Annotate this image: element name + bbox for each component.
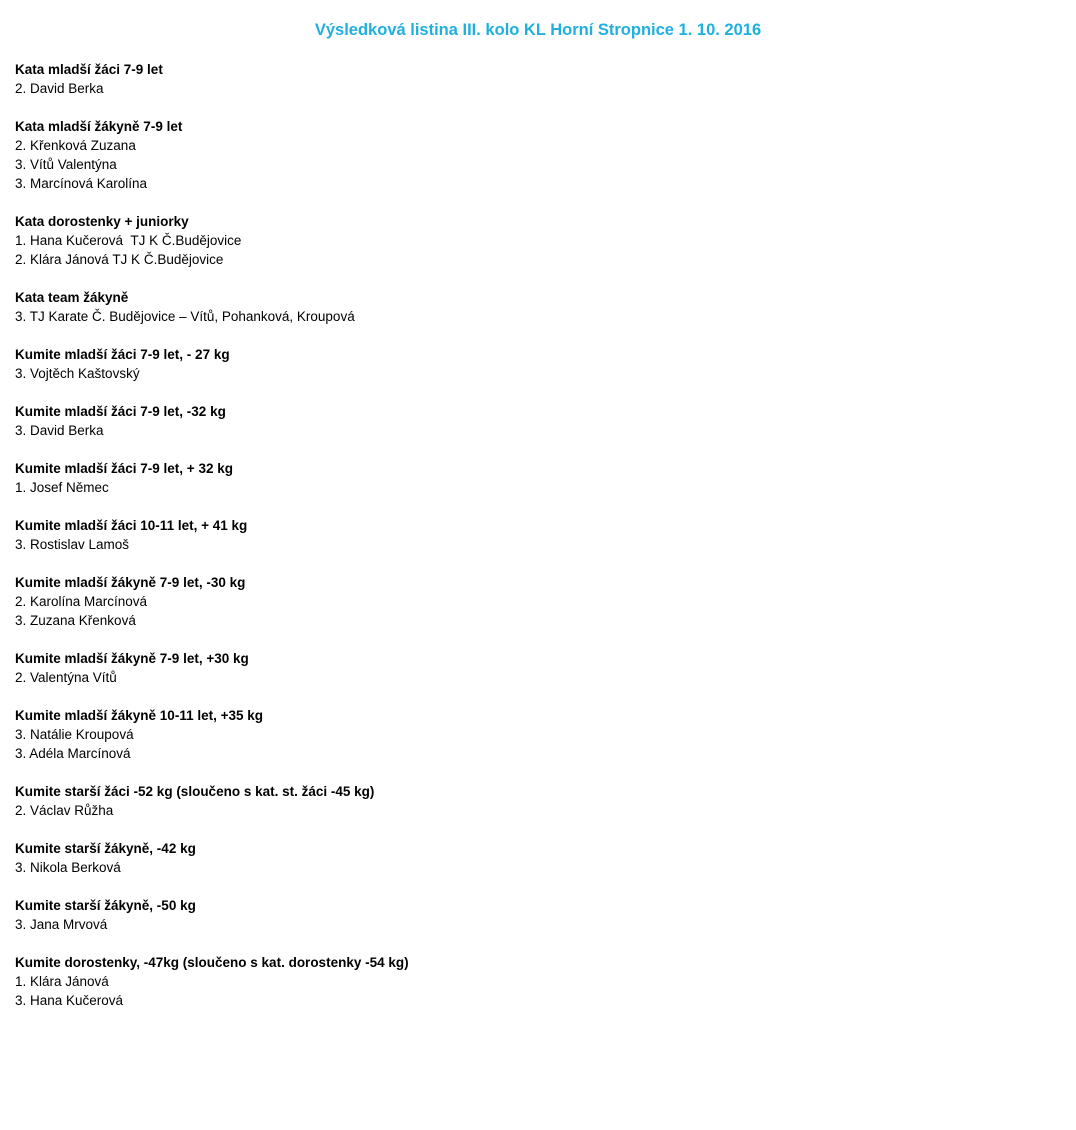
category-section — [15, 459, 1055, 497]
result-entry: 3. Adéla Marcínová — [15, 746, 131, 761]
result-entry: 3. Marcínová Karolína — [15, 176, 148, 191]
category-section — [15, 345, 1055, 383]
category-section — [15, 60, 1055, 98]
category-section — [15, 953, 1055, 1010]
category-title: Kumite mladší žáci 10-11 let, + 41 kg — [15, 518, 248, 533]
category-title: Kumite starší žáci -52 kg (sloučeno s kat. st. žáci -45 kg) — [15, 784, 375, 799]
category-title: Kata mladší žáci 7-9 let — [15, 62, 163, 77]
category-section — [15, 706, 1055, 763]
document-title: Výsledková listina III. kolo KL Horní Stropnice 1. 10. 2016 — [314, 21, 762, 39]
result-entry: 3. Zuzana Křenková — [15, 613, 136, 628]
category-section — [15, 573, 1055, 630]
result-entry: 2. Valentýna Vítů — [15, 670, 117, 685]
category-section — [15, 402, 1055, 440]
category-title: Kumite mladší žáci 7-9 let, + 32 kg — [15, 461, 233, 476]
category-title: Kumite mladší žákyně 7-9 let, -30 kg — [15, 575, 246, 590]
result-entry: 3. Vojtěch Kaštovský — [15, 366, 140, 381]
category-section — [15, 516, 1055, 554]
result-entry: 2. Klára Jánová TJ K Č.Budějovice — [15, 252, 224, 267]
result-entry: 3. David Berka — [15, 423, 104, 438]
category-section — [15, 896, 1055, 934]
category-title: Kumite mladší žáci 7-9 let, -32 kg — [15, 404, 226, 419]
category-title: Kumite dorostenky, -47kg (sloučeno s kat. dorostenky -54 kg) — [15, 955, 409, 970]
category-title: Kumite starší žákyně, -50 kg — [15, 898, 196, 913]
result-entry: 3. Natálie Kroupová — [15, 727, 134, 742]
category-title: Kumite starší žákyně, -42 kg — [15, 841, 196, 856]
result-entry: 3. Jana Mrvová — [15, 917, 108, 932]
results-list — [15, 60, 1055, 1029]
result-entry: 3. Vítů Valentýna — [15, 157, 117, 172]
category-title: Kata mladší žákyně 7-9 let — [15, 119, 183, 134]
result-entry: 2. Karolína Marcínová — [15, 594, 148, 609]
category-title: Kumite mladší žákyně 7-9 let, +30 kg — [15, 651, 249, 666]
category-section — [15, 288, 1055, 326]
category-title: Kata dorostenky + juniorky — [15, 214, 189, 229]
result-entry: 2. David Berka — [15, 81, 104, 96]
category-section — [15, 839, 1055, 877]
result-entry: 3. Rostislav Lamoš — [15, 537, 130, 552]
result-entry: 3. Hana Kučerová — [15, 993, 124, 1008]
result-entry: 3. Nikola Berková — [15, 860, 121, 875]
category-title: Kata team žákyně — [15, 290, 129, 305]
result-entry: 2. Křenková Zuzana — [15, 138, 136, 153]
category-section — [15, 782, 1055, 820]
category-section — [15, 212, 1055, 269]
category-section — [15, 649, 1055, 687]
category-section — [15, 117, 1055, 193]
category-title: Kumite mladší žáci 7-9 let, - 27 kg — [15, 347, 230, 362]
result-entry: 1. Klára Jánová — [15, 974, 109, 989]
result-entry: 3. TJ Karate Č. Budějovice – Vítů, Pohanková, Kroupová — [15, 309, 355, 324]
result-entry: 2. Václav Růžha — [15, 803, 114, 818]
result-entry: 1. Hana Kučerová TJ K Č.Budějovice — [15, 233, 242, 248]
result-entry: 1. Josef Němec — [15, 480, 109, 495]
category-title: Kumite mladší žákyně 10-11 let, +35 kg — [15, 708, 263, 723]
